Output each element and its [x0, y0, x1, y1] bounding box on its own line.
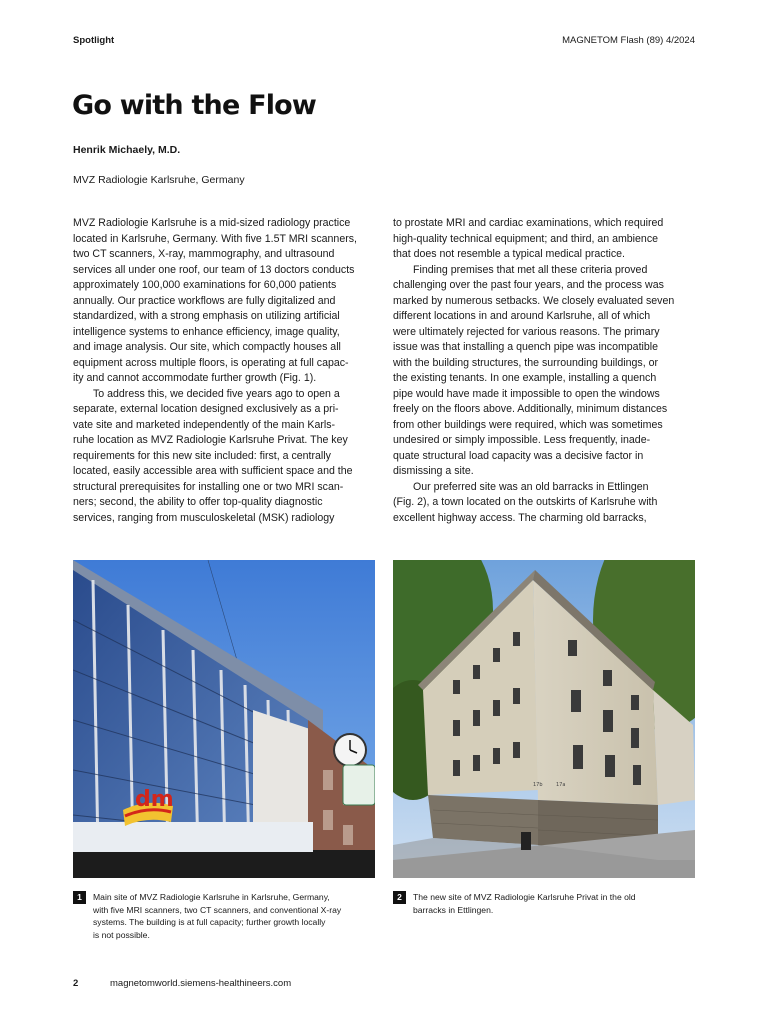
body-line: freely on the floors above. Additionally, minimum distances [393, 403, 668, 415]
caption-line: The new site of MVZ Radiologie Karlsruhe Privat in the old [413, 892, 636, 902]
caption-line: systems. The building is at full capacity; further growth locally [93, 917, 326, 927]
caption-line: with five MRI scanners, two CT scanners, and conventional X-ray [93, 904, 342, 915]
body-line: To address this, we decided five years ago to open a [93, 387, 340, 400]
body-line: different locations in and around Karlsruhe, all of which [393, 310, 651, 322]
body-line: MVZ Radiologie Karlsruhe is a mid-sized radiology practice [73, 217, 351, 229]
section-label: Spotlight [73, 35, 115, 46]
body-line: the existing tenants. In one example, installing a quench [393, 372, 657, 384]
figure-number-badge: 2 [393, 891, 406, 904]
body-line: Our preferred site was an old barracks in Ettlingen [413, 480, 649, 493]
body-line: quate structural load capacity was a decisive factor in [393, 449, 644, 462]
figure-1-photo [73, 560, 375, 878]
body-line: requirements for this new site included: first, a centrally [73, 449, 331, 462]
body-line: from other buildings were required, which was sometimes [393, 418, 663, 431]
body-line: Finding premises that met all these criteria proved [413, 263, 648, 276]
body-line: challenging over the past four years, and the process was [393, 279, 664, 291]
body-line: located, easily accessible area with sufficient space and the [73, 465, 353, 477]
body-line: ity and cannot accommodate further growth (Fig. 1). [73, 372, 317, 384]
body-line: excellent highway access. The charming old barracks, [393, 511, 647, 524]
article-author: Henrik Michaely, M.D. [73, 144, 181, 156]
caption-line: barracks in Ettlingen. [413, 904, 494, 915]
body-line: ners; second, the ability to offer top-quality diagnostic [73, 496, 323, 508]
body-line: located in Karlsruhe, Germany. With five 1.5T MRI scanners, [73, 232, 357, 245]
page-number: 2 [73, 978, 79, 989]
body-line: to prostate MRI and cardiac examinations, which required [393, 217, 664, 229]
body-line: (Fig. 2), a town located on the outskirts of Karlsruhe with [393, 496, 658, 508]
body-line: with the building structures, the surrounding buildings, or [393, 356, 658, 369]
article-affiliation: MVZ Radiologie Karlsruhe, Germany [73, 174, 245, 186]
figure-number-badge: 1 [73, 891, 86, 904]
caption-line: is not possible. [93, 929, 150, 940]
body-line: separate, external location designed exclusively as a pri- [73, 403, 339, 415]
body-line: structural prerequisites for installing one or two MRI scan- [73, 480, 344, 493]
body-line: annually. Our practice workflows are fully digitalized and [73, 294, 336, 307]
body-column-right [393, 216, 695, 526]
body-line: high-quality technical equipment; and third, an ambience [393, 232, 659, 245]
body-line: and image analysis. Our site, which compactly houses all [73, 341, 341, 353]
body-line: that does not resemble a typical medical practice. [393, 248, 626, 260]
clock-icon [334, 734, 366, 766]
body-line: were ultimately rejected for various reasons. The primary [393, 325, 660, 338]
figure-2-photo [393, 560, 695, 878]
house-number-2: 17a [556, 782, 566, 788]
body-line: services, ranging from musculoskeletal (MSK) radiology [73, 511, 335, 524]
body-line: marked by numerous setbacks. We closely evaluated seven [393, 294, 675, 307]
publication-label: MAGNETOM Flash (89) 4/2024 [562, 35, 695, 46]
body-line: intelligence systems to enhance efficiency, image quality, [73, 325, 340, 338]
caption-line: Main site of MVZ Radiologie Karlsruhe in Karlsruhe, Germany, [93, 892, 330, 902]
body-line: dismissing a site. [393, 465, 474, 477]
figure-2-caption [393, 891, 695, 916]
body-line: vate site and marketed independently of the main Karls- [73, 418, 336, 431]
body-line: approximately 100,000 examinations for 60,000 patients [73, 279, 337, 291]
dm-sign-text: dm [135, 787, 174, 812]
body-line: equipment across multiple floors, is operating at full capac- [73, 356, 349, 369]
body-line: two CT scanners, X-ray, mammography, and ultrasound [73, 248, 335, 260]
body-line: issue was that installing a quench pipe was incompatible [393, 341, 658, 353]
footer-url: magnetomworld.siemens-healthineers.com [110, 978, 292, 989]
body-line: ruhe location as MVZ Radiologie Karlsruhe Privat. The key [73, 434, 348, 446]
figure-1-caption [73, 891, 375, 941]
body-line: standardized, with a strong emphasis on utilizing artificial [73, 310, 340, 322]
body-line: pipe would have made it impossible to open the windows [393, 387, 660, 400]
body-column-left [73, 216, 375, 526]
house-number-1: 17b [533, 782, 543, 788]
body-line: undesired or simply impossible. Less frequently, inade- [393, 434, 651, 446]
body-line: services all under one roof, our team of 13 doctors conducts [73, 263, 355, 276]
article-title: Go with the Flow [72, 90, 317, 121]
